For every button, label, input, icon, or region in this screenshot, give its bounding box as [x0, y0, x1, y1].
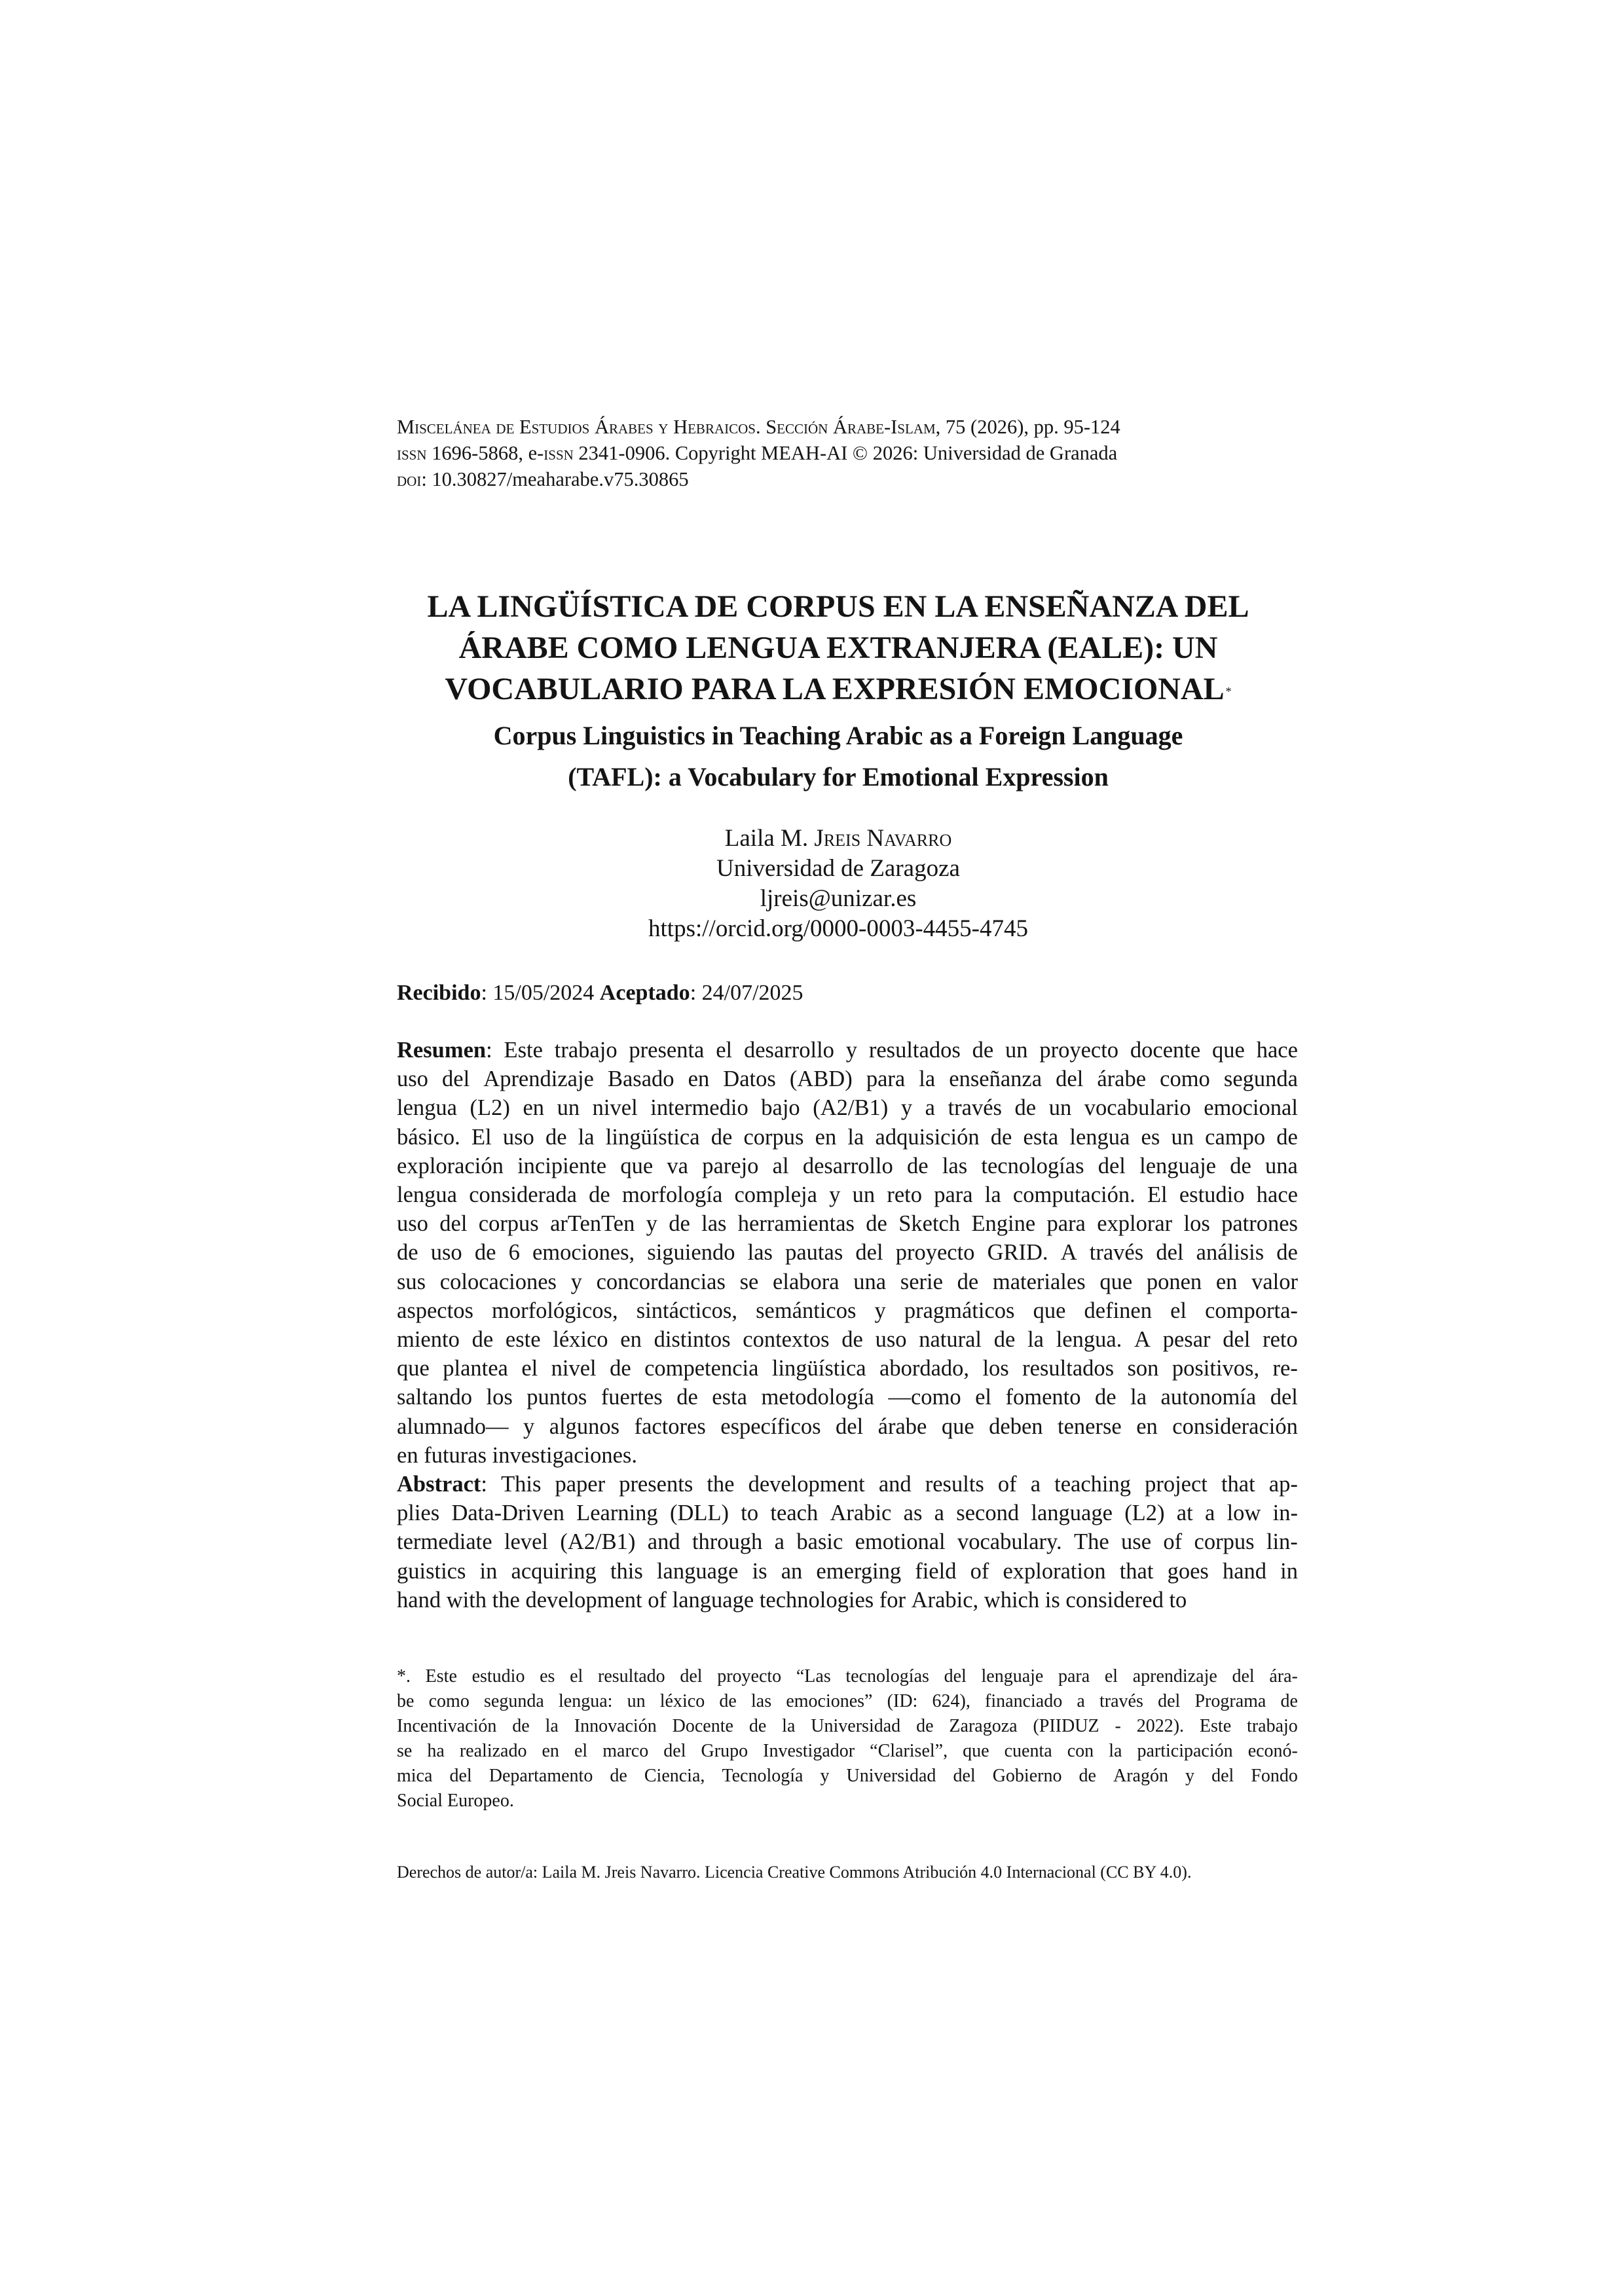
text-line: Resumen: Este trabajo presenta el desarrollo y resultados de un proyecto docente que hace — [397, 1038, 1298, 1063]
journal-doi-line — [397, 466, 1379, 492]
doi-value: : 10.30827/meaharabe.v75.30865 — [421, 468, 689, 490]
section-label: Resumen — [397, 1038, 487, 1063]
title-en-line: (TAFL): a Vocabulary for Emotional Expression — [568, 762, 1109, 792]
text-line: de uso de 6 emociones, siguiendo las pautas del proyecto GRID. A través del análisis de — [397, 1240, 1298, 1266]
text-line: aspectos morfológicos, sintácticos, semánticos y pragmáticos que definen el comporta- — [397, 1298, 1298, 1323]
text-line: Abstract: This paper presents the development and results of a teaching project that ap- — [397, 1472, 1298, 1497]
resumen-paragraph — [397, 1036, 1298, 1470]
text-line: termediate level (A2/B1) and through a basic emotional vocabulary. The use of corpus lin- — [397, 1529, 1298, 1555]
author-email[interactable]: ljreis@unizar.es — [760, 885, 917, 912]
received-label: Recibido — [397, 981, 481, 1005]
title-es-line: ÁRABE COMO LENGUA EXTRANJERA (EALE): UN — [458, 630, 1218, 665]
author-block — [367, 824, 1310, 944]
text-line: se ha realizado en el marco del Grupo Investigador “Clarisel”, que cuenta con la participación econó- — [397, 1741, 1298, 1761]
author-orcid-link[interactable]: https://orcid.org/0000-0003-4455-4745 — [648, 915, 1028, 942]
issn-label: issn — [397, 442, 427, 464]
text-line: saltando los puntos fuertes de esta metodología —como el fomento de la autonomía del — [397, 1385, 1298, 1410]
text-line: lengua (L2) en un nivel intermedio bajo (A2/B1) y a través de un vocabulario emocional — [397, 1095, 1298, 1121]
text-line: lengua considerada de morfología compleja y un reto para la computación. El estudio hace — [397, 1182, 1298, 1208]
author-name: Laila M. Jreis Navarro — [724, 825, 952, 852]
text-line: Incentivación de la Innovación Docente de la Universidad de Zaragoza (PIIDUZ - 2022). Este trabajo — [397, 1716, 1298, 1736]
title-es-line: LA LINGÜÍSTICA DE CORPUS EN LA ENSEÑANZA DEL — [427, 589, 1249, 624]
submission-dates — [397, 979, 1314, 1008]
journal-name: Miscelánea de Estudios Árabes y Hebraicos. Sección Árabe-Islam — [397, 416, 936, 438]
title-spanish — [367, 586, 1310, 710]
text-line: exploración incipiente que va parejo al desarrollo de las tecnologías del lenguaje de una — [397, 1153, 1298, 1178]
text-line: hand with the development of language technologies for Arabic, which is considered to — [397, 1587, 1187, 1613]
text-line: miento de este léxico en distintos contextos de uso natural de la lengua. A pesar del reto — [397, 1327, 1298, 1353]
footnote — [397, 1664, 1298, 1813]
text-line: básico. El uso de la lingüística de corpus en la adquisición de esta lengua es un campo de — [397, 1124, 1298, 1150]
title-es-line: VOCABULARIO PARA LA EXPRESIÓN EMOCIONAL * — [445, 672, 1232, 706]
text-line: uso del corpus arTenTen y de las herramientas de Sketch Engine para explorar los patrones — [397, 1211, 1298, 1237]
text-line: Social Europeo. — [397, 1791, 514, 1811]
text-line: be como segunda lengua: un léxico de las emociones” (ID: 624), financiado a través del Programa de — [397, 1691, 1298, 1711]
eissn-label: issn — [544, 442, 574, 464]
accepted-label: Aceptado — [599, 981, 690, 1005]
title-english — [367, 715, 1310, 797]
abstract-paragraph — [397, 1470, 1298, 1614]
text-line: en futuras investigaciones. — [397, 1442, 637, 1468]
issn-value: 1696-5868, e- — [426, 442, 544, 464]
text-line: mica del Departamento de Ciencia, Tecnología y Universidad del Gobierno de Aragón y del Fondo — [397, 1766, 1298, 1786]
title-footnote-mark[interactable]: * — [1225, 685, 1232, 698]
text-line: sus colocaciones y concordancias se elabora una serie de materiales que ponen en valor — [397, 1269, 1298, 1294]
journal-issn-line — [397, 440, 1379, 466]
received-date: : 15/05/2024 — [481, 981, 600, 1005]
author-surname: Jreis Navarro — [814, 825, 952, 852]
text-line: guistics in acquiring this language is an emerging field of exploration that goes hand in — [397, 1558, 1298, 1584]
copyright-line: Derechos de autor/a: Laila M. Jreis Navarro. Licencia Creative Commons Atribución 4.0 Internacional (CC BY 4.0). — [397, 1863, 1192, 1882]
journal-header — [397, 414, 1379, 492]
doi-label: doi — [397, 468, 422, 490]
title-en-line: Corpus Linguistics in Teaching Arabic as a Foreign Language — [493, 721, 1183, 750]
journal-volume-pages: , 75 (2026), pp. 95-124 — [935, 416, 1120, 438]
journal-citation-line — [397, 414, 1379, 440]
author-affiliation: Universidad de Zaragoza — [716, 855, 960, 882]
eissn-copyright: 2341-0906. Copyright MEAH-AI © 2026: Universidad de Granada — [573, 442, 1118, 464]
accepted-date: : 24/07/2025 — [690, 981, 803, 1005]
text-line: alumnado— y algunos factores específicos del árabe que deben tenerse en consideración — [397, 1413, 1298, 1439]
text-line: plies Data-Driven Learning (DLL) to teach Arabic as a second language (L2) at a low in- — [397, 1501, 1298, 1526]
text-line: *. Este estudio es el resultado del proyecto “Las tecnologías del lenguaje para el aprendizaje del ára- — [397, 1666, 1298, 1686]
section-label: Abstract — [397, 1472, 481, 1497]
text-line: que plantea el nivel de competencia lingüística abordado, los resultados son positivos, re- — [397, 1356, 1298, 1381]
text-line: uso del Aprendizaje Basado en Datos (ABD) para la enseñanza del árabe como segunda — [397, 1066, 1298, 1092]
